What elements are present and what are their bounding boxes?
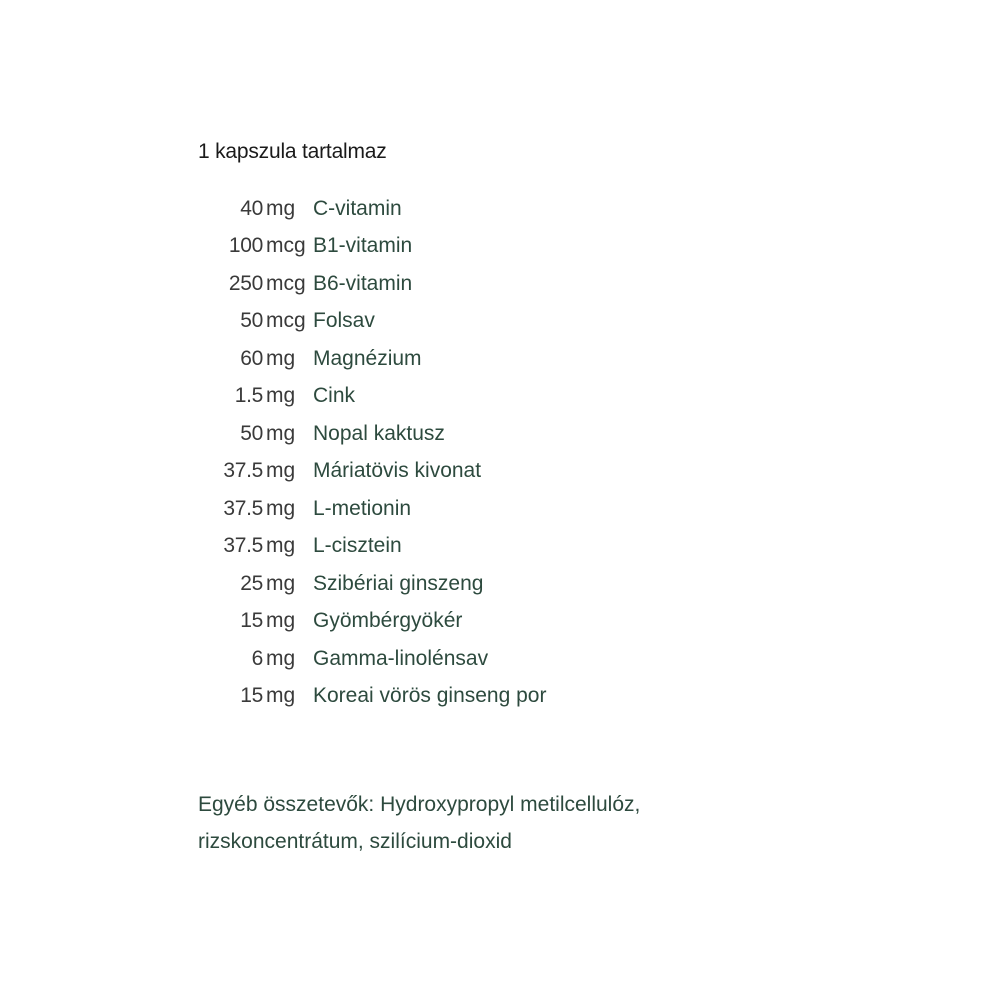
ingredient-row [198,490,718,528]
ingredient-name: Nopal kaktusz [313,421,445,445]
ingredient-quantity: 37.5 [223,534,263,558]
ingredient-quantity: 6 [251,646,263,670]
other-ingredients-line: rizskoncentrátum, szilícium-dioxid [198,830,512,853]
ingredient-amount [198,609,308,633]
ingredient-name: B1-vitamin [313,234,413,258]
ingredient-unit: mg [266,346,296,370]
ingredient-name: Gamma-linolénsav [313,646,489,670]
ingredient-row [198,678,718,716]
ingredient-quantity: 37.5 [223,459,263,483]
ingredient-row [198,228,718,266]
ingredient-amount [198,647,308,671]
ingredient-unit: mg [266,196,296,220]
ingredient-unit: mg [266,496,296,520]
ingredient-unit: mg [266,646,296,670]
ingredient-amount [198,572,308,596]
ingredient-name: L-cisztein [313,534,402,558]
ingredient-name: Máriatövis kivonat [313,459,482,483]
ingredient-quantity: 15 [240,609,263,633]
ingredient-amount [198,422,308,446]
ingredient-amount [198,384,308,408]
ingredient-name: Gyömbérgyökér [313,609,463,633]
ingredient-amount [198,497,308,521]
ingredient-name: Szibériai ginszeng [313,571,484,595]
ingredient-name: C-vitamin [313,196,402,220]
ingredient-row [198,565,718,603]
ingredient-name: B6-vitamin [313,271,413,295]
other-ingredients-line: Egyéb összetevők: Hydroxypropyl metilcellulóz, [198,793,641,816]
ingredient-amount [198,197,308,221]
ingredient-name: Cink [313,384,356,408]
ingredient-unit: mg [266,384,296,408]
ingredient-quantity: 100 [228,234,263,258]
ingredient-row [198,415,718,453]
ingredient-quantity: 50 [240,309,263,333]
ingredient-row [198,265,718,303]
ingredient-unit: mg [266,421,296,445]
ingredient-row [198,190,718,228]
ingredient-unit: mcg [266,309,306,333]
ingredient-quantity: 15 [240,684,263,708]
ingredient-row [198,340,718,378]
ingredient-unit: mg [266,609,296,633]
ingredient-unit: mg [266,571,296,595]
ingredient-row [198,528,718,566]
ingredient-name: Folsav [313,309,375,333]
ingredient-amount [198,272,308,296]
ingredient-quantity: 37.5 [223,496,263,520]
ingredient-quantity: 40 [240,196,263,220]
ingredient-row [198,453,718,491]
ingredient-row [198,378,718,416]
ingredient-row [198,603,718,641]
ingredient-unit: mg [266,684,296,708]
ingredient-row [198,640,718,678]
ingredient-unit: mg [266,459,296,483]
other-ingredients [198,786,758,860]
ingredient-amount [198,309,308,333]
ingredient-unit: mcg [266,234,306,258]
section-heading: 1 kapszula tartalmaz [198,140,387,163]
ingredient-amount [198,534,308,558]
ingredient-quantity: 1.5 [234,384,263,408]
ingredient-unit: mcg [266,271,306,295]
ingredient-list [198,190,718,715]
ingredient-amount [198,347,308,371]
ingredient-quantity: 60 [240,346,263,370]
ingredient-name: Magnézium [313,346,422,370]
ingredient-quantity: 250 [228,271,263,295]
ingredient-quantity: 25 [240,571,263,595]
ingredient-amount [198,459,308,483]
ingredient-unit: mg [266,534,296,558]
ingredient-amount [198,234,308,258]
ingredient-name: Koreai vörös ginseng por [313,684,547,708]
ingredient-row [198,303,718,341]
ingredient-name: L-metionin [313,496,412,520]
ingredient-quantity: 50 [240,421,263,445]
ingredient-amount [198,684,308,708]
